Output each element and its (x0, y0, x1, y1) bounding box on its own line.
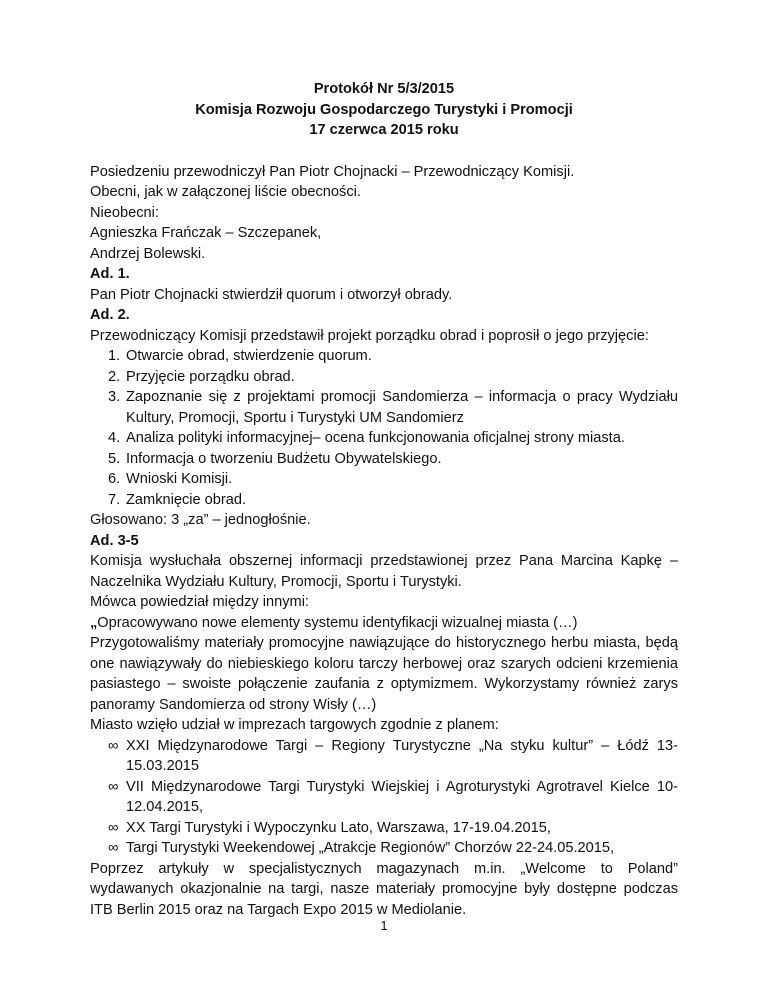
ad35-heading: Ad. 3-5 (90, 532, 139, 549)
agenda-number: 3. (108, 389, 121, 405)
intro-absent-name: Andrzej Bolewski. (90, 245, 206, 262)
list-item (90, 346, 678, 367)
protocol-number: Protokół Nr 5/3/2015 (313, 81, 455, 97)
list-item (90, 736, 678, 777)
agenda-text: Zapoznanie się z projektami promocji Sandomierza – informacja o pracy Wydziału Kultury, Promocji, Sportu i Turystyki UM Sandomierz (126, 389, 678, 426)
agenda-number: 6. (108, 471, 121, 487)
fair-text: XX Targi Turystyki i Wypoczynku Lato, Warszawa, 17-19.04.2015, (126, 819, 551, 836)
agenda-text: Wnioski Komisji. (126, 471, 233, 487)
agenda-list (90, 346, 678, 510)
agenda-text: Informacja o tworzeniu Budżetu Obywatelskiego. (126, 450, 442, 467)
agenda-text: Analiza polityki informacyjnej– ocena funkcjonowania oficjalnej strony miasta. (126, 430, 625, 446)
list-item (90, 469, 678, 490)
infinity-bullet-icon: ∞ (108, 778, 119, 795)
meeting-date: 17 czerwca 2015 roku (309, 122, 459, 138)
ad1-text: Pan Piotr Chojnacki stwierdził quorum i otworzył obrady. (90, 286, 453, 303)
ad2-heading: Ad. 2. (90, 307, 130, 323)
list-item (90, 387, 678, 428)
fair-text: Targi Turystyki Weekendowej „Atrakcje Regionów” Chorzów 22-24.05.2015, (126, 840, 615, 856)
fair-text: XXI Międzynarodowe Targi – Regiony Turystyczne „Na styku kultur” – Łódź 13-15.03.2015 (126, 737, 678, 774)
quote-open-mark: „ (90, 614, 98, 631)
agenda-number: 2. (108, 368, 121, 385)
closing-paragraph: Poprzez artykuły w specjalistycznych magazynach m.in. „Welcome to Poland” wydawanych okazjonalnie na targi, nasze materiały promocyjne były dostępne podczas ITB Berlin 2015 oraz na Targach Expo 2015 w Mediolanie. (90, 860, 678, 918)
page-number: 1 (380, 918, 388, 933)
quote-line-1 (90, 613, 678, 634)
ad2-text: Przewodniczący Komisji przedstawił projekt porządku obrad i poprosił o jego przyjęcie: (90, 327, 649, 344)
committee-name: Komisja Rozwoju Gospodarczego Turystyki i Promocji (195, 101, 573, 118)
quote-text: Opracowywano nowe elementy systemu identyfikacji wizualnej miasta (…) (97, 614, 578, 631)
fairs-list (90, 736, 678, 859)
list-item (90, 818, 678, 839)
agenda-number: 7. (108, 491, 121, 508)
list-item (90, 449, 678, 470)
agenda-text: Otwarcie obrad, stwierdzenie quorum. (126, 348, 372, 364)
intro-chair: Posiedzeniu przewodniczył Pan Piotr Chojnacki – Przewodniczący Komisji. (90, 163, 575, 180)
intro-absent-name: Agnieszka Frańczak – Szczepanek, (90, 225, 322, 241)
document-header (90, 79, 678, 141)
list-item (90, 490, 678, 511)
infinity-bullet-icon: ∞ (108, 819, 119, 836)
intro-present: Obecni, jak w załączonej liście obecności. (90, 184, 361, 200)
document-page (90, 79, 678, 920)
fairs-intro: Miasto wzięło udział w imprezach targowych zgodnie z planem: (90, 717, 499, 733)
fair-text: VII Międzynarodowe Targi Turystyki Wiejskiej i Agroturystyki Agrotravel Kielce 10-12.04.2015, (126, 778, 678, 815)
infinity-bullet-icon: ∞ (108, 840, 119, 856)
ad35-text: Komisja wysłuchała obszernej informacji przedstawionej przez Pana Marcina Kapkę – Naczelnika Wydziału Kultury, Promocji, Sportu i Turystyki. (90, 553, 678, 590)
agenda-number: 5. (108, 450, 121, 467)
speaker-intro: Mówca powiedział między innymi: (90, 594, 309, 610)
intro-absent-label: Nieobecni: (90, 204, 159, 221)
ad1-heading: Ad. 1. (90, 266, 130, 282)
agenda-text: Zamknięcie obrad. (126, 491, 247, 508)
list-item (90, 428, 678, 449)
list-item (90, 777, 678, 818)
quote-paragraph: Przygotowaliśmy materiały promocyjne nawiązujące do historycznego herbu miasta, będą one nawiązywały do niebieskiego koloru tarczy herbowej oraz szarych odcieni krzemienia pasiastego – swoiste połączenie zaufania z optymizmem. Wykorzystamy również zarys panoramy Sandomierza od strony Wisły (…) (90, 635, 678, 713)
infinity-bullet-icon: ∞ (108, 737, 119, 754)
list-item (90, 838, 678, 859)
agenda-number: 4. (108, 430, 121, 446)
vote-result: Głosowano: 3 „za” – jednogłośnie. (90, 512, 311, 528)
agenda-text: Przyjęcie porządku obrad. (126, 368, 295, 385)
list-item (90, 367, 678, 388)
agenda-number: 1. (108, 348, 121, 364)
